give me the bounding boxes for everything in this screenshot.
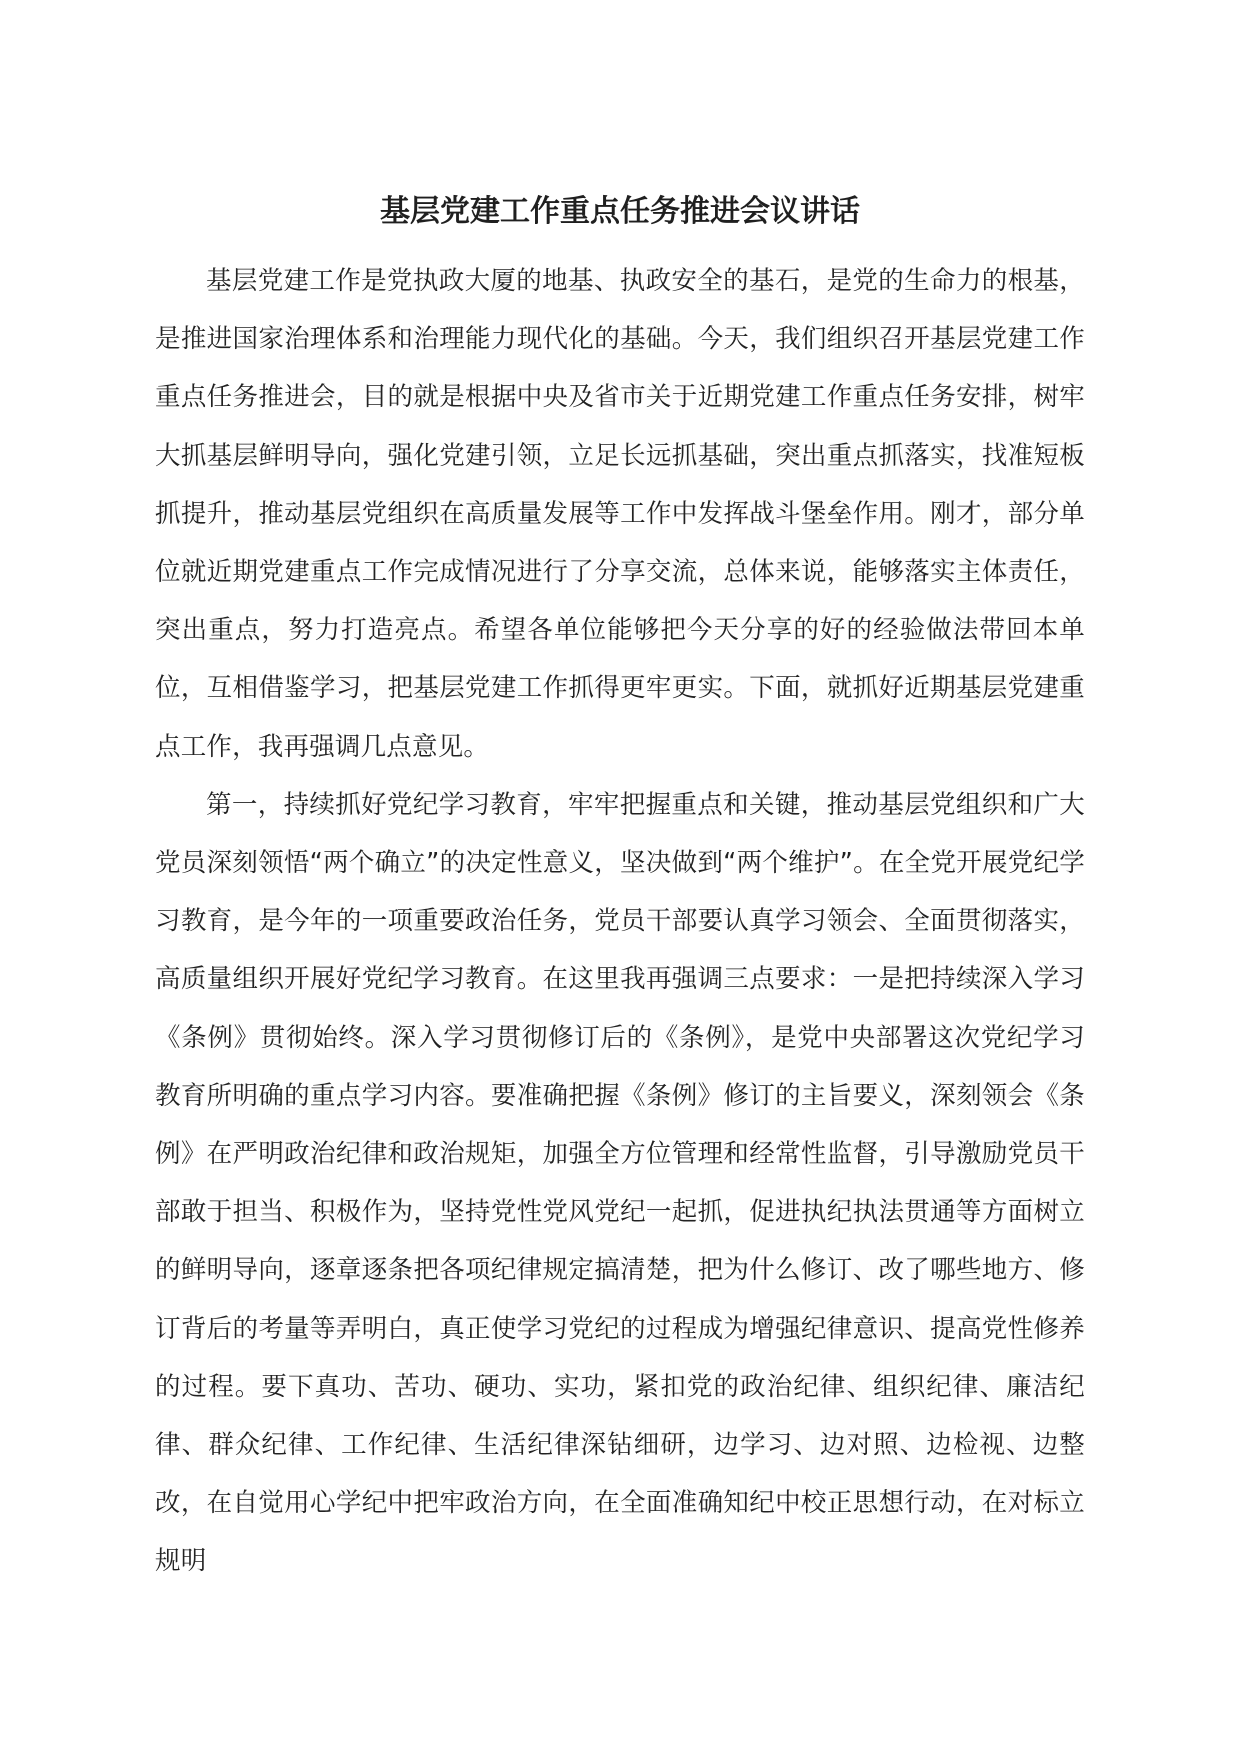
paragraph-intro: 基层党建工作是党执政大厦的地基、执政安全的基石，是党的生命力的根基，是推进国家治理体系和治理能力现代化的基础。今天，我们组织召开基层党建工作重点任务推进会，目的就是根据中央及省市关于近期党建工作重点任务安排，树牢大抓基层鲜明导向，强化党建引领，立足长远抓基础，突出重点抓落实，找准短板抓提升，推动基层党组织在高质量发展等工作中发挥战斗堡垒作用。刚才，部分单位就近期党建重点工作完成情况进行了分享交流，总体来说，能够落实主体责任，突出重点，努力打造亮点。希望各单位能够把今天分享的好的经验做法带回本单位，互相借鉴学习，把基层党建工作抓得更牢更实。下面，就抓好近期基层党建重点工作，我再强调几点意见。 bbox=[155, 266, 1085, 762]
document-title: 基层党建工作重点任务推进会议讲话 bbox=[380, 194, 860, 229]
paragraph-first-point: 第一，持续抓好党纪学习教育，牢牢把握重点和关键，推动基层党组织和广大党员深刻领悟“两个确立”的决定性意义，坚决做到“两个维护”。在全党开展党纪学习教育，是今年的一项重要政治任务，党员干部要认真学习领会、全面贯彻落实，高质量组织开展好党纪学习教育。在这里我再强调三点要求：一是把持续深入学习《条例》贯彻始终。深入学习贯彻修订后的《条例》，是党中央部署这次党纪学习教育所明确的重点学习内容。要准确把握《条例》修订的主旨要义，深刻领会《条例》在严明政治纪律和政治规矩，加强全方位管理和经常性监督，引导激励党员干部敢于担当、积极作为，坚持党性党风党纪一起抓，促进执纪执法贯通等方面树立的鲜明导向，逐章逐条把各项纪律规定搞清楚，把为什么修订、改了哪些地方、修订背后的考量等弄明白，真正使学习党纪的过程成为增强纪律意识、提高党性修养的过程。要下真功、苦功、硬功、实功，紧扣党的政治纪律、组织纪律、廉洁纪律、群众纪律、工作纪律、生活纪律深钻细研，边学习、边对照、边检视、边整改，在自觉用心学纪中把牢政治方向，在全面准确知纪中校正思想行动，在对标立规明 bbox=[155, 789, 1085, 1577]
document-body bbox=[155, 252, 1085, 1591]
